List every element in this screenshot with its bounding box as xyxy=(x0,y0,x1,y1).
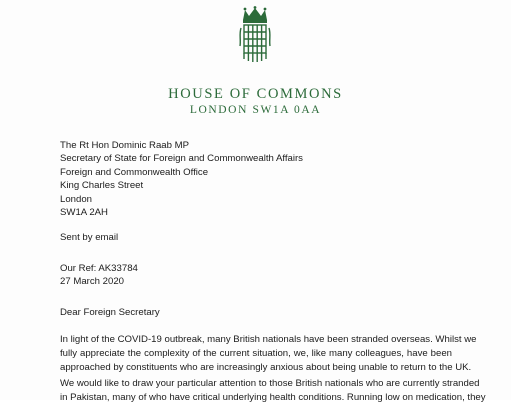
delivery-note: Sent by email xyxy=(60,232,119,243)
reference-number: Our Ref: AK33784 xyxy=(60,263,138,274)
salutation: Dear Foreign Secretary xyxy=(60,307,160,318)
paragraph-line: in Pakistan, many of who have critical underlying health conditions. Running low on medication, they xyxy=(60,392,486,404)
paragraph-line: We would like to draw your particular attention to those British nationals who are currently stranded xyxy=(60,378,480,389)
body-paragraph xyxy=(60,333,477,376)
recipient-name: The Rt Hon Dominic Raab MP xyxy=(60,140,190,151)
paragraph-line: approached by constituents who are increasingly anxious about being unable to return to the UK. xyxy=(60,362,472,374)
portcullis-crest-icon xyxy=(237,6,273,66)
recipient-title: Secretary of State for Foreign and Commonwealth Affairs xyxy=(60,153,303,165)
recipient-city: London xyxy=(60,193,93,205)
body-paragraph xyxy=(60,377,486,405)
letter-date: 27 March 2020 xyxy=(60,276,124,288)
reference-block xyxy=(60,262,138,289)
paragraph-line: In light of the COVID-19 outbreak, many British nationals have been stranded overseas. Whilst we xyxy=(60,334,477,345)
recipient-postcode: SW1A 2AH xyxy=(60,207,108,219)
letterhead-title: HOUSE OF COMMONS xyxy=(168,86,343,102)
recipient-street: King Charles Street xyxy=(60,180,144,192)
paragraph-line: fully appreciate the complexity of the current situation, we, like many colleagues, have been xyxy=(60,348,452,360)
letterhead-address: LONDON SW1A 0AA xyxy=(189,104,322,116)
recipient-office: Foreign and Commonwealth Office xyxy=(60,166,209,178)
recipient-address xyxy=(60,139,303,219)
